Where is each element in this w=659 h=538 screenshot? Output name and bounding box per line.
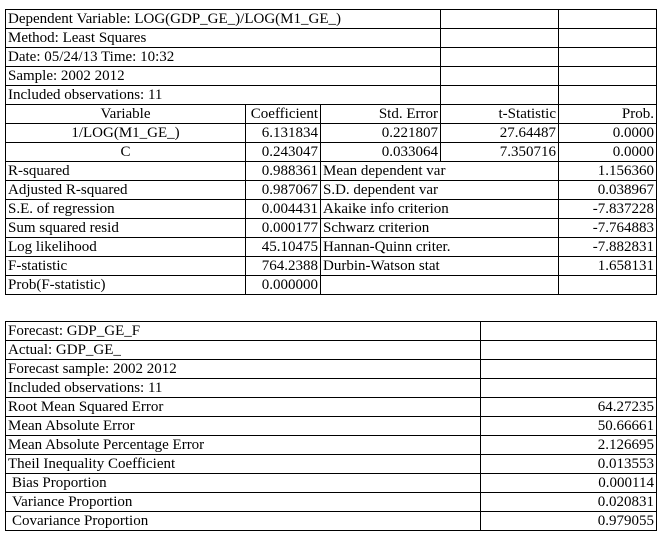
stat-value: 1.658131 bbox=[559, 257, 657, 276]
summary-stat-row bbox=[6, 238, 657, 257]
stat-value: 0.004431 bbox=[246, 200, 321, 219]
coefficient-value: 6.131834 bbox=[246, 124, 321, 143]
stat-label bbox=[321, 276, 559, 295]
summary-stat-row bbox=[6, 276, 657, 295]
empty-cell bbox=[481, 341, 657, 360]
stat-value: 0.038967 bbox=[559, 181, 657, 200]
stat-label: S.E. of regression bbox=[6, 200, 246, 219]
column-header-row bbox=[6, 105, 657, 124]
forecast-header-row bbox=[6, 341, 657, 360]
header-text: Actual: GDP_GE_ bbox=[6, 341, 481, 360]
empty-cell bbox=[441, 86, 559, 105]
forecast-evaluation-table bbox=[5, 321, 657, 531]
stat-value: 0.987067 bbox=[246, 181, 321, 200]
forecast-metric-row bbox=[6, 474, 657, 493]
metric-value: 2.126695 bbox=[481, 436, 657, 455]
std-error-value: 0.033064 bbox=[321, 143, 441, 162]
stat-label: Hannan-Quinn criter. bbox=[321, 238, 559, 257]
stat-value: 1.156360 bbox=[559, 162, 657, 181]
empty-cell bbox=[559, 48, 657, 67]
column-header: Variable bbox=[6, 105, 246, 124]
prob-value: 0.0000 bbox=[559, 143, 657, 162]
summary-stat-row bbox=[6, 181, 657, 200]
empty-cell bbox=[441, 67, 559, 86]
metric-label: Root Mean Squared Error bbox=[6, 398, 481, 417]
column-header: Prob. bbox=[559, 105, 657, 124]
stat-label: R-squared bbox=[6, 162, 246, 181]
empty-cell bbox=[481, 322, 657, 341]
stat-label: Log likelihood bbox=[6, 238, 246, 257]
forecast-metric-row bbox=[6, 417, 657, 436]
prob-value: 0.0000 bbox=[559, 124, 657, 143]
forecast-metric-row bbox=[6, 512, 657, 531]
stat-label: Sum squared resid bbox=[6, 219, 246, 238]
regression-header-row bbox=[6, 86, 657, 105]
stat-value: 45.10475 bbox=[246, 238, 321, 257]
column-header: t-Statistic bbox=[441, 105, 559, 124]
metric-value: 0.020831 bbox=[481, 493, 657, 512]
metric-value: 64.27235 bbox=[481, 398, 657, 417]
metric-value: 50.66661 bbox=[481, 417, 657, 436]
stat-value: 764.2388 bbox=[246, 257, 321, 276]
coefficient-row bbox=[6, 143, 657, 162]
forecast-metric-row bbox=[6, 493, 657, 512]
forecast-header-row bbox=[6, 360, 657, 379]
metric-label: Covariance Proportion bbox=[6, 512, 481, 531]
regression-header-row bbox=[6, 67, 657, 86]
stat-label: S.D. dependent var bbox=[321, 181, 559, 200]
stat-value: 0.988361 bbox=[246, 162, 321, 181]
t-statistic-value: 27.64487 bbox=[441, 124, 559, 143]
metric-label: Theil Inequality Coefficient bbox=[6, 455, 481, 474]
metric-label: Bias Proportion bbox=[6, 474, 481, 493]
header-text: Forecast sample: 2002 2012 bbox=[6, 360, 481, 379]
metric-value: 0.013553 bbox=[481, 455, 657, 474]
stat-value: 0.000177 bbox=[246, 219, 321, 238]
regression-output-table bbox=[5, 9, 657, 295]
forecast-header-row bbox=[6, 322, 657, 341]
summary-stat-row bbox=[6, 219, 657, 238]
metric-label: Variance Proportion bbox=[6, 493, 481, 512]
summary-stat-row bbox=[6, 162, 657, 181]
empty-cell bbox=[559, 29, 657, 48]
metric-value: 0.000114 bbox=[481, 474, 657, 493]
empty-cell bbox=[481, 360, 657, 379]
stat-label: Adjusted R-squared bbox=[6, 181, 246, 200]
header-text: Method: Least Squares bbox=[6, 29, 441, 48]
column-header: Std. Error bbox=[321, 105, 441, 124]
metric-label: Mean Absolute Error bbox=[6, 417, 481, 436]
header-text: Included observations: 11 bbox=[6, 379, 481, 398]
empty-cell bbox=[559, 10, 657, 29]
empty-cell bbox=[441, 48, 559, 67]
empty-cell bbox=[481, 379, 657, 398]
empty-cell bbox=[441, 10, 559, 29]
stat-value bbox=[559, 276, 657, 295]
empty-cell bbox=[441, 29, 559, 48]
stat-label: Schwarz criterion bbox=[321, 219, 559, 238]
stat-value: -7.837228 bbox=[559, 200, 657, 219]
forecast-metric-row bbox=[6, 398, 657, 417]
header-text: Forecast: GDP_GE_F bbox=[6, 322, 481, 341]
stat-label: Mean dependent var bbox=[321, 162, 559, 181]
t-statistic-value: 7.350716 bbox=[441, 143, 559, 162]
stat-label: Prob(F-statistic) bbox=[6, 276, 246, 295]
empty-cell bbox=[559, 67, 657, 86]
forecast-metric-row bbox=[6, 436, 657, 455]
regression-header-row bbox=[6, 10, 657, 29]
stat-value: -7.764883 bbox=[559, 219, 657, 238]
summary-stat-row bbox=[6, 200, 657, 219]
variable-name: 1/LOG(M1_GE_) bbox=[6, 124, 246, 143]
empty-cell bbox=[559, 86, 657, 105]
column-header: Coefficient bbox=[246, 105, 321, 124]
stat-value: 0.000000 bbox=[246, 276, 321, 295]
stat-value: -7.882831 bbox=[559, 238, 657, 257]
regression-header-row bbox=[6, 48, 657, 67]
header-text: Included observations: 11 bbox=[6, 86, 441, 105]
metric-value: 0.979055 bbox=[481, 512, 657, 531]
header-text: Date: 05/24/13 Time: 10:32 bbox=[6, 48, 441, 67]
coefficient-row bbox=[6, 124, 657, 143]
std-error-value: 0.221807 bbox=[321, 124, 441, 143]
stat-label: Durbin-Watson stat bbox=[321, 257, 559, 276]
forecast-metric-row bbox=[6, 455, 657, 474]
coefficient-value: 0.243047 bbox=[246, 143, 321, 162]
metric-label: Mean Absolute Percentage Error bbox=[6, 436, 481, 455]
variable-name: C bbox=[6, 143, 246, 162]
regression-header-row bbox=[6, 29, 657, 48]
summary-stat-row bbox=[6, 257, 657, 276]
stat-label: F-statistic bbox=[6, 257, 246, 276]
stat-label: Akaike info criterion bbox=[321, 200, 559, 219]
header-text: Sample: 2002 2012 bbox=[6, 67, 441, 86]
header-text: Dependent Variable: LOG(GDP_GE_)/LOG(M1_GE_) bbox=[6, 10, 441, 29]
forecast-header-row bbox=[6, 379, 657, 398]
